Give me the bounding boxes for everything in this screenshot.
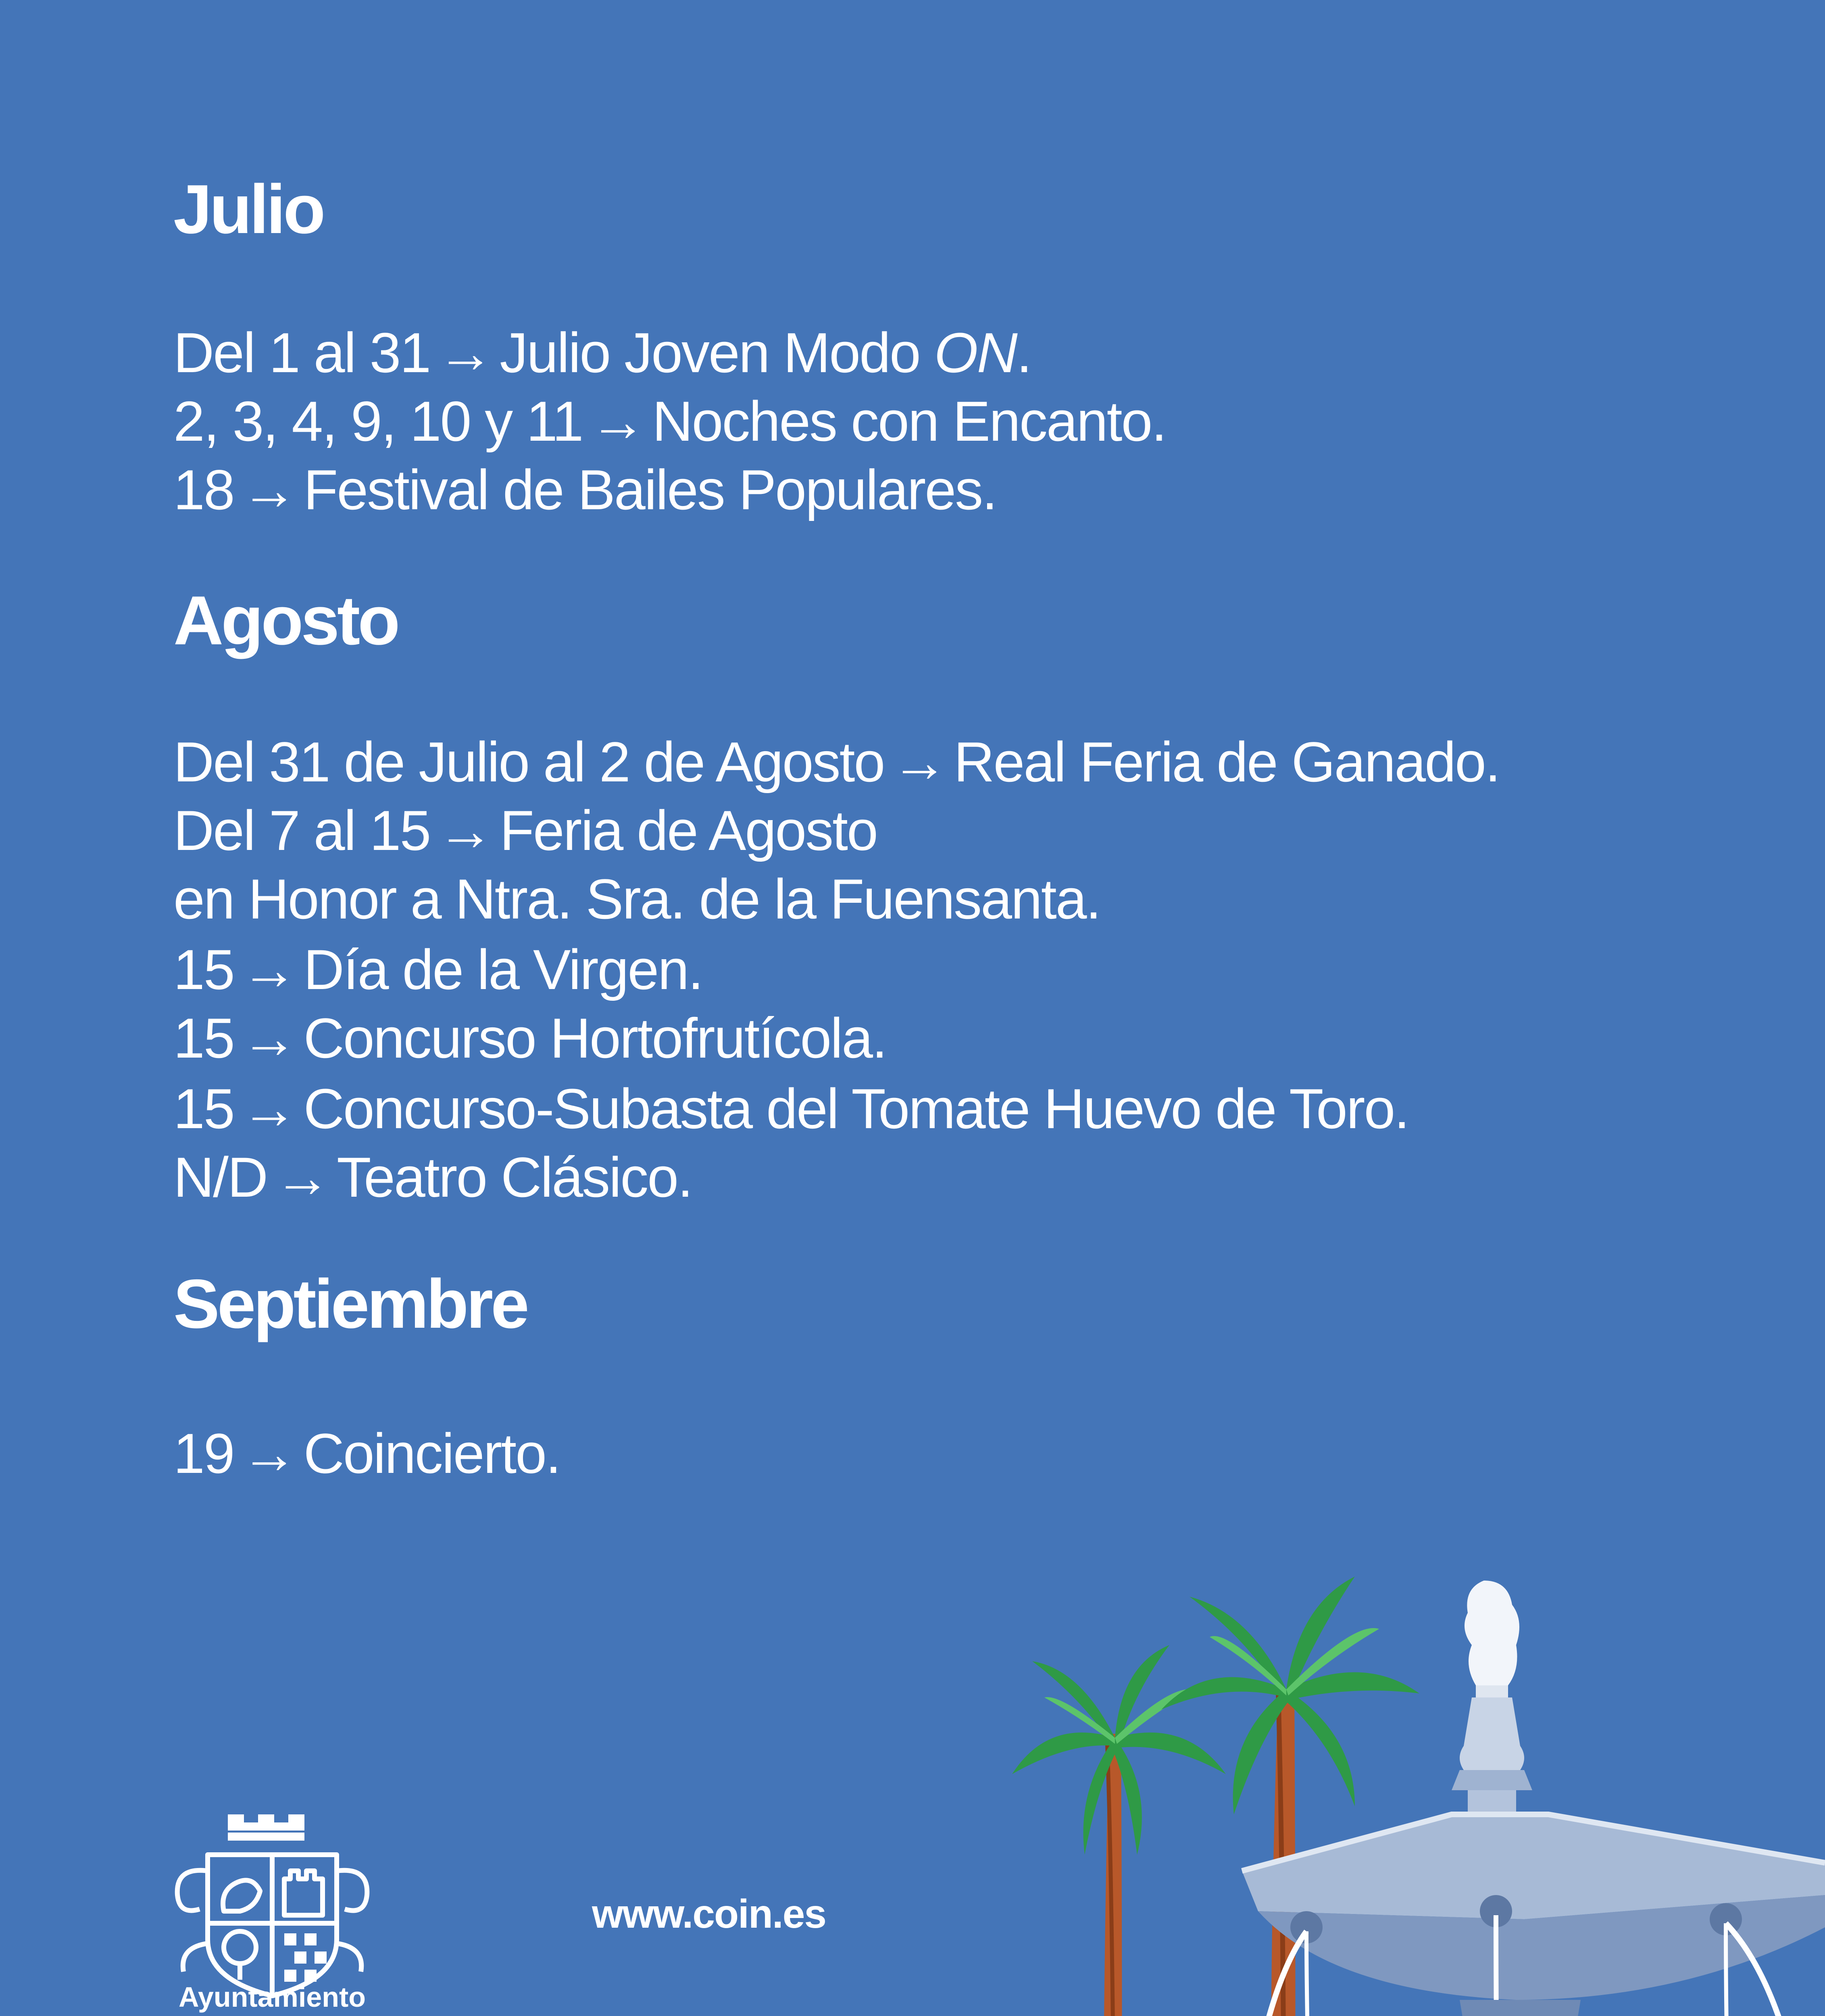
event-julio-joven <box>173 321 1031 384</box>
event-feria-ganado <box>173 730 1500 793</box>
month-title-agosto: Agosto <box>173 582 398 659</box>
event-name: Noches con Encanto. <box>652 389 1166 453</box>
event-name: Concurso-Subasta del Tomate Huevo de Toro. <box>303 1077 1409 1140</box>
event-concurso-tomate <box>173 1077 1409 1140</box>
event-date: 15 <box>173 1077 234 1140</box>
event-name: Concurso Hortofrutícola. <box>303 1006 887 1070</box>
event-noches-encanto <box>173 389 1166 453</box>
event-coincierto <box>173 1422 560 1485</box>
arrow-icon: → <box>274 1145 330 1209</box>
arrow-icon: → <box>241 1077 296 1140</box>
fountain-icon <box>1230 1581 1825 2016</box>
event-name: Julio Joven Modo <box>500 321 934 384</box>
arrow-icon: → <box>241 1006 296 1070</box>
event-date: 15 <box>173 1006 234 1070</box>
arrow-icon: → <box>891 730 947 793</box>
event-date: 2, 3, 4, 9, 10 y 11 <box>173 389 583 453</box>
event-date: Del 7 al 15 <box>173 799 430 862</box>
event-name: Coincierto. <box>303 1422 560 1485</box>
event-concurso-hortofruticola <box>173 1006 887 1070</box>
event-name-end: . <box>1016 321 1031 384</box>
arrow-icon: → <box>437 799 493 862</box>
event-date: Del 1 al 31 <box>173 321 430 384</box>
event-date: 18 <box>173 458 234 521</box>
event-name: Teatro Clásico. <box>337 1145 692 1209</box>
event-dia-virgen <box>173 938 703 1001</box>
event-date: 15 <box>173 938 234 1001</box>
event-date: Del 31 de Julio al 2 de Agosto <box>173 730 884 793</box>
month-title-septiembre: Septiembre <box>173 1265 527 1343</box>
event-festival-bailes <box>173 458 997 521</box>
arrow-icon: → <box>241 938 296 1001</box>
event-name-italic: ON <box>934 321 1017 384</box>
event-name: Feria de Agosto <box>500 799 877 862</box>
website-link[interactable]: www.coin.es <box>592 1891 826 1937</box>
arrow-icon: → <box>241 1422 296 1485</box>
event-date: N/D <box>173 1145 267 1209</box>
fountain-illustration <box>1000 1564 1825 2016</box>
arrow-icon: → <box>437 321 493 384</box>
palm-tree-icon <box>1012 1645 1226 2016</box>
event-feria-agosto <box>173 799 877 862</box>
logo-line-1: Ayuntamiento <box>178 1981 366 2013</box>
event-date: 19 <box>173 1422 234 1485</box>
logo-caption <box>159 1980 385 2016</box>
arrow-icon: → <box>590 389 645 453</box>
month-title-julio: Julio <box>173 171 323 248</box>
event-name: Día de la Virgen. <box>303 938 703 1001</box>
event-name: Real Feria de Ganado. <box>954 730 1500 793</box>
event-name: Festival de Bailes Populares. <box>303 458 997 521</box>
arrow-icon: → <box>241 458 296 521</box>
event-continuation: en Honor a Ntra. Sra. de la Fuensanta. <box>173 867 1100 931</box>
event-teatro-clasico <box>173 1145 692 1209</box>
